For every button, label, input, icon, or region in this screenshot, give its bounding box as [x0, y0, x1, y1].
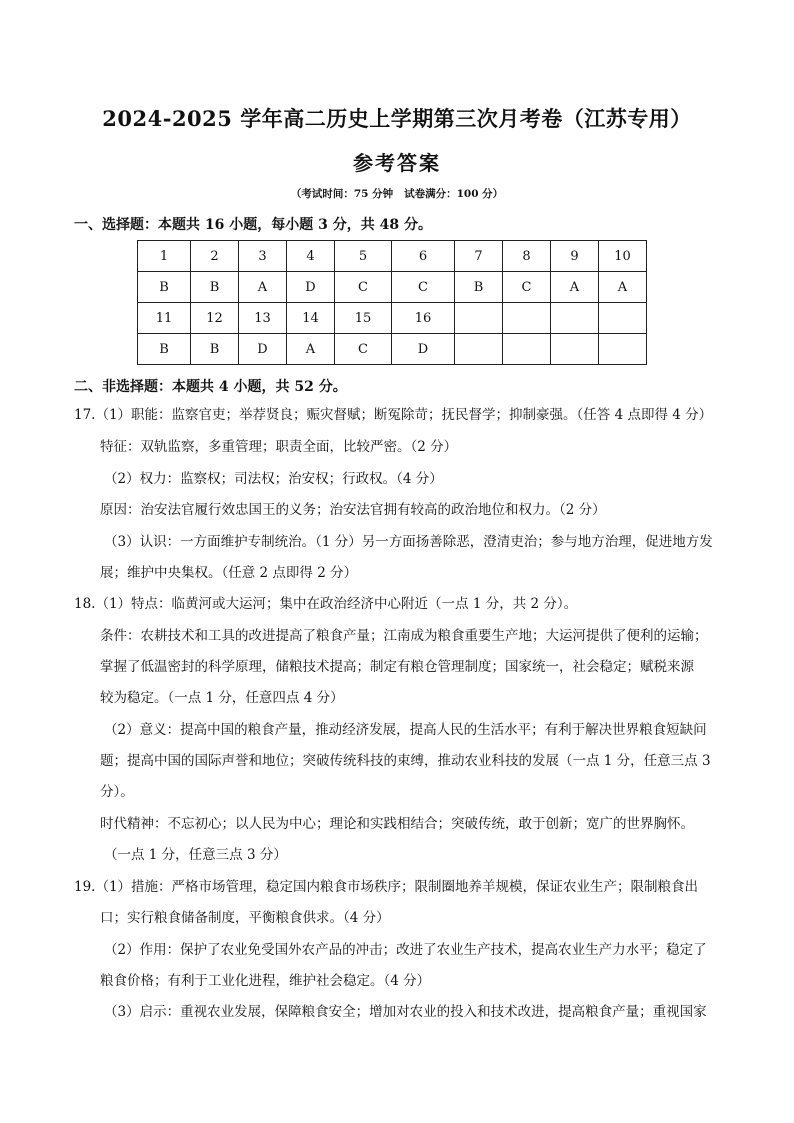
answer-line: （一点 1 分，任意三点 3 分） — [104, 847, 287, 863]
answer-key-cell — [503, 334, 551, 365]
answer-line: （3）启示：重视农业发展，保障粮食安全；增加对农业的投入和技术改进，提高粮食产量；重视国家 — [104, 1004, 707, 1020]
answer-table — [137, 240, 647, 365]
question-number-cell: 1 — [138, 241, 191, 272]
question-number-cell: 3 — [239, 241, 287, 272]
question-number-cell — [503, 303, 551, 334]
answer-key-cell: B — [138, 334, 191, 365]
answer-line: 原因：治安法官履行效忠国王的义务；治安法官拥有较高的政治地位和权力。（2 分） — [100, 502, 606, 518]
question-number-row — [138, 241, 647, 272]
answer-line: （3）认识：一方面维护专制统治。（1 分）另一方面扬善除恶，澄清吏治；参与地方治理，促进地方发 — [104, 534, 713, 550]
answer-line: 展；维护中央集权。（任意 2 点即得 2 分） — [100, 565, 358, 581]
section2-heading: 二、非选择题：本题共 4 小题，共 52 分。 — [74, 379, 347, 395]
answer-key-cell — [455, 334, 503, 365]
answer-line: 较为稳定。（一点 1 分，任意四点 4 分） — [100, 690, 344, 706]
answer-key-cell: C — [392, 272, 455, 303]
answer-key-cell: C — [335, 272, 392, 303]
answer-line: 粮食价格；有利于工业化进程，维护社会稳定。（4 分） — [100, 973, 431, 989]
answer-line: 口；实行粮食储备制度，平衡粮食供求。（4 分） — [100, 910, 390, 926]
question-number-cell: 16 — [392, 303, 455, 334]
question-number-cell: 2 — [191, 241, 239, 272]
answer-key-cell: B — [455, 272, 503, 303]
answer-line: 19.（1）措施：严格市场管理，稳定国内粮食市场秩序；限制圈地养羊规模，保证农业生产；限制粮食出 — [74, 879, 699, 895]
answer-key-cell: B — [191, 272, 239, 303]
answer-key-cell: A — [239, 272, 287, 303]
answer-key-cell: B — [138, 272, 191, 303]
answer-key-cell: A — [287, 334, 335, 365]
question-number-cell: 4 — [287, 241, 335, 272]
question-number-cell: 8 — [503, 241, 551, 272]
answer-key-cell: C — [503, 272, 551, 303]
answer-key-cell: B — [191, 334, 239, 365]
answer-key-cell: D — [287, 272, 335, 303]
question-number-cell: 7 — [455, 241, 503, 272]
question-number-cell: 6 — [392, 241, 455, 272]
answer-key-cell — [599, 334, 647, 365]
answer-line: 条件：农耕技术和工具的改进提高了粮食产量；江南成为粮食重要生产地；大运河提供了便利的运输； — [100, 628, 708, 644]
question-number-cell: 10 — [599, 241, 647, 272]
question-number-cell — [599, 303, 647, 334]
answer-line: 时代精神：不忘初心；以人民为中心；理论和实践相结合；突破传统，敢于创新；宽广的世界胸怀。 — [100, 816, 694, 832]
answer-line: 掌握了低温密封的科学原理，储粮技术提高；制定有粮仓管理制度；国家统一，社会稳定；赋税来源 — [100, 659, 694, 675]
exam-info: （考试时间：75 分钟 试卷满分：100 分） — [290, 188, 504, 200]
question-number-cell: 5 — [335, 241, 392, 272]
question-number-cell: 12 — [191, 303, 239, 334]
answer-line: （2）作用：保护了农业免受国外农产品的冲击；改进了农业生产技术，提高农业生产力水平；稳定了 — [104, 942, 707, 958]
question-number-cell: 11 — [138, 303, 191, 334]
answer-key-cell: D — [239, 334, 287, 365]
answer-line: 题；提高中国的国际声誉和地位；突破传统科技的束缚，推动农业科技的发展（一点 1 分，任意三点 3 — [100, 753, 711, 769]
page-title: 2024-2025 学年高二历史上学期第三次月考卷（江苏专用） — [102, 106, 692, 131]
answer-line: 分）。 — [100, 784, 134, 800]
answer-key-cell: A — [551, 272, 599, 303]
question-number-cell: 15 — [335, 303, 392, 334]
page-subtitle: 参考答案 — [353, 151, 441, 175]
answer-line: 18.（1）特点：临黄河或大运河；集中在政治经济中心附近（一点 1 分，共 2 分）。 — [74, 596, 578, 612]
answer-line: （2）权力：监察权；司法权；治安权；行政权。（4 分） — [104, 471, 443, 487]
answer-key-row — [138, 334, 647, 365]
answer-key-cell — [551, 334, 599, 365]
question-number-cell — [455, 303, 503, 334]
answer-line: （2）意义：提高中国的粮食产量，推动经济发展，提高人民的生活水平；有利于解决世界粮食短缺问 — [104, 722, 707, 738]
answer-line: 特征：双轨监察，多重管理；职责全面，比较严密。（2 分） — [100, 439, 458, 455]
question-number-cell — [551, 303, 599, 334]
answer-key-cell: A — [599, 272, 647, 303]
answer-key-cell: D — [392, 334, 455, 365]
answer-key-cell: C — [335, 334, 392, 365]
question-number-row — [138, 303, 647, 334]
answer-line: 17.（1）职能：监察官吏；举荐贤良；赈灾督赋；断冤除苛；抚民督学；抑制豪强。（任答 4 点即得 4 分） — [74, 407, 713, 423]
section1-heading: 一、选择题：本题共 16 小题，每小题 3 分，共 48 分。 — [74, 217, 432, 233]
question-number-cell: 14 — [287, 303, 335, 334]
question-number-cell: 9 — [551, 241, 599, 272]
answer-key-row — [138, 272, 647, 303]
question-number-cell: 13 — [239, 303, 287, 334]
